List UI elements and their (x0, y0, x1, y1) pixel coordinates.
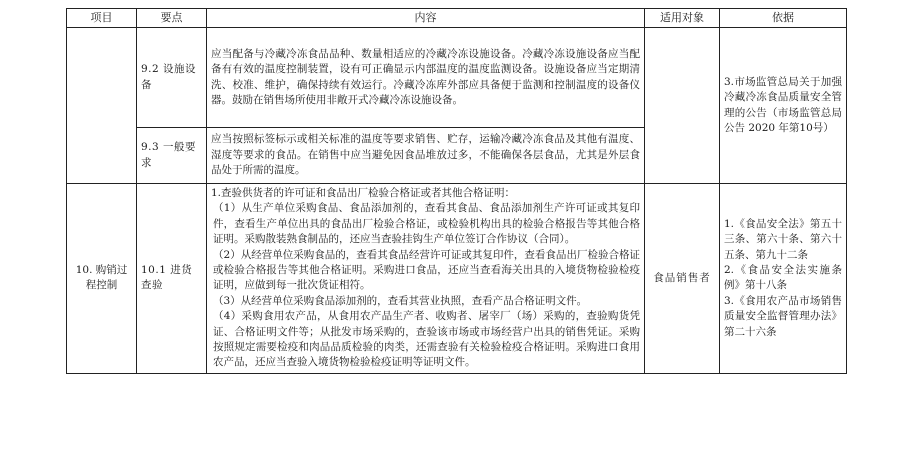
target-cell-empty (645, 28, 720, 184)
header-item: 项目 (67, 9, 137, 28)
regulation-table (66, 8, 847, 374)
table-row (67, 184, 847, 374)
basis-line: 2.《食品安全法实施条例》第十八条 (724, 264, 842, 292)
content-line: （2）从经营单位采购食品的，查看其食品经营许可证或其复印件，查看食品出厂检验合格证或检验合格报告等其他合格证明。采购进口食品，还应当查看海关出具的入境货物检验检疫证明，应做到每一批次货证相符。 (213, 248, 640, 292)
header-target: 适用对象 (645, 9, 720, 28)
table-row (67, 28, 847, 128)
content-cell: 应当配备与冷藏冷冻食品品种、数量相适应的冷藏冷冻设施设备。冷藏冷冻设施设备应当配备有有效的温度控制装置，设有可正确显示内部温度的温度监测设备。设施设备应当定期清洗、校准、维护，确保持续有效运行。冷藏冷冻库外部应具备便于监测和控制温度的设备仪器。鼓励在销售场所使用非敞开式冷藏冷冻设施设备。 (207, 28, 645, 128)
content-cell: 应当按照标签标示或相关标准的温度等要求销售、贮存，运输冷藏冷冻食品及其他有温度、湿度等要求的食品。在销售中应当避免因食品堆放过多，不能确保各层食品，尤其是外层食品处于所需的温度。 (207, 128, 645, 184)
target-cell: 食品销售者 (645, 184, 720, 374)
point-cell: 9.3 一般要求 (137, 128, 207, 184)
header-basis: 依据 (720, 9, 847, 28)
basis-cell (720, 184, 847, 374)
content-line: （3）从经营单位采购食品添加剂的，查看其营业执照，查看产品合格证明文件。 (213, 294, 588, 307)
basis-line: 3.《食用农产品市场销售质量安全监督管理办法》第二十六条 (724, 294, 842, 338)
header-content: 内容 (207, 9, 645, 28)
basis-cell: 3.市场监管总局关于加强冷藏冷冻食品质量安全管理的公告（市场监管总局公告 2020 年第10号） (720, 28, 847, 184)
header-row (67, 9, 847, 28)
content-line: （4）采购食用农产品，从食用农产品生产者、收购者、屠宰厂（场）采购的，查验购货凭证、合格证明文件等；从批发市场采购的，查验该市场或市场经营户出具的销售凭证。采购按照规定需要检疫和肉品品质检验的肉类，还需查验有关检验检疫合格证明。采购进口食用农产品，还应当查验入境货物检验检疫证明等证明文件。 (213, 310, 640, 369)
point-cell: 9.2 设施设备 (137, 28, 207, 128)
point-cell: 10.1 进货查验 (137, 184, 207, 374)
item-cell-empty (67, 28, 137, 184)
content-cell (207, 184, 645, 374)
content-line: （1）从生产单位采购食品、食品添加剂的，查看其食品、食品添加剂生产许可证或其复印件，查看生产单位出具的食品出厂检验合格证，或检验机构出具的检验合格报告等其他合格证明。采购散装熟食制品的，还应当查验挂钩生产单位签订合作协议（合同）。 (213, 202, 640, 246)
content-line: 1.查验供货者的许可证和食品出厂检验合格证或者其他合格证明： (211, 187, 516, 199)
item-cell: 10. 购销过程控制 (67, 184, 137, 374)
basis-line: 1.《食品安全法》第五十三条、第六十条、第六十五条、第九十二条 (724, 217, 842, 261)
header-point: 要点 (137, 9, 207, 28)
